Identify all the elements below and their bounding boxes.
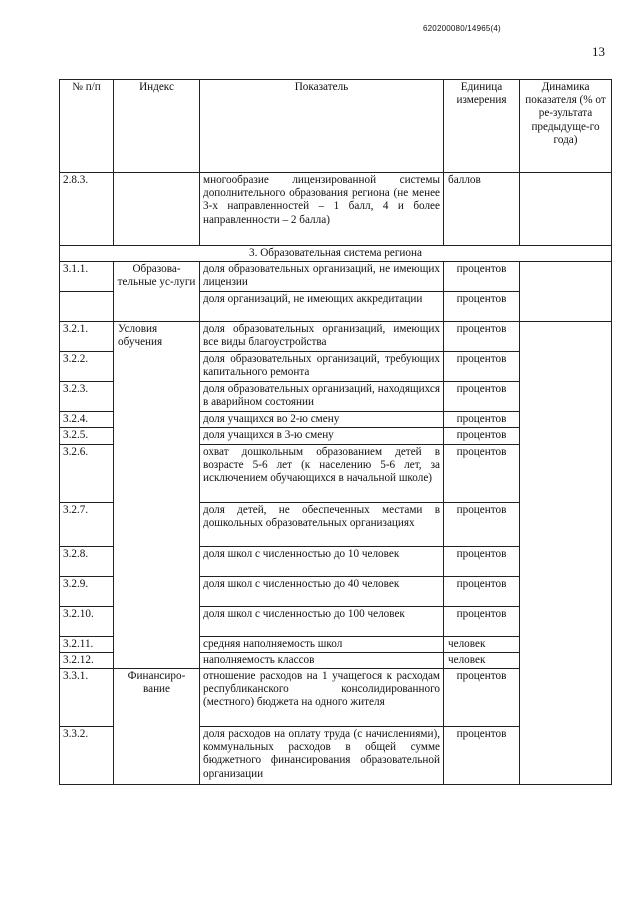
row-indicator: доля школ с численностью до 100 человек — [200, 606, 444, 636]
row-indicator: доля организаций, не имеющих аккредитации — [200, 292, 444, 322]
table-row — [60, 322, 612, 352]
row-indicator: отношение расходов на 1 учащегося к расходам республиканского консолидированного (местного) бюджета на одного жителя — [200, 669, 444, 727]
row-unit: процентов — [444, 669, 520, 727]
row-indicator: доля школ с численностью до 40 человек — [200, 576, 444, 606]
table-row — [60, 262, 612, 292]
row-unit: процентов — [444, 382, 520, 412]
row-num: 3.2.8. — [60, 546, 114, 576]
row-unit: человек — [444, 652, 520, 668]
table-row — [60, 173, 612, 246]
row-unit: человек — [444, 636, 520, 652]
group-index-services: Образова-тельные ус-луги — [114, 262, 200, 322]
row-indicator: доля школ с численностью до 10 человек — [200, 546, 444, 576]
row-num: 3.2.3. — [60, 382, 114, 412]
row-unit: процентов — [444, 444, 520, 502]
row-unit: процентов — [444, 352, 520, 382]
header-dynamics: Динамика показателя (% от ре-зультата предыдуще-го года) — [520, 80, 612, 173]
indicators-table — [59, 79, 612, 785]
header-num: № п/п — [60, 80, 114, 173]
table-header-row — [60, 80, 612, 173]
row-indicator: охват дошкольным образованием детей в возрасте 5-6 лет (к населению 5-6 лет, за исключением обучающихся в начальной школе) — [200, 444, 444, 502]
row-indicator: доля образовательных организаций, имеющих все виды благоустройства — [200, 322, 444, 352]
row-indicator: доля детей, не обеспеченных местами в дошкольных образовательных организациях — [200, 502, 444, 546]
row-unit: процентов — [444, 727, 520, 785]
group-index-finance: Финансиро-вание — [114, 669, 200, 785]
row-unit: баллов — [444, 173, 520, 246]
row-num: 3.2.12. — [60, 652, 114, 668]
row-num: 3.1.1. — [60, 262, 114, 292]
header-index: Индекс — [114, 80, 200, 173]
row-indicator: доля образовательных организаций, не имеющих лицензии — [200, 262, 444, 292]
row-unit: процентов — [444, 292, 520, 322]
row-indicator: доля учащихся во 2-ю смену — [200, 412, 444, 428]
row-num: 3.2.4. — [60, 412, 114, 428]
row-indicator: наполняемость классов — [200, 652, 444, 668]
row-num: 3.3.1. — [60, 669, 114, 727]
row-unit: процентов — [444, 322, 520, 352]
row-dynamics — [520, 262, 612, 322]
row-unit: процентов — [444, 502, 520, 546]
row-num: 3.2.1. — [60, 322, 114, 352]
row-indicator: многообразие лицензированной системы дополнительного образования региона (не менее 3-х направленностей – 1 балл, 4 и более направленности – 2 балла) — [200, 173, 444, 246]
row-indicator: доля образовательных организаций, находящихся в аварийном состоянии — [200, 382, 444, 412]
row-num: 3.2.6. — [60, 444, 114, 502]
row-num: 2.8.3. — [60, 173, 114, 246]
section-row — [60, 246, 612, 262]
row-unit: процентов — [444, 412, 520, 428]
row-dynamics — [520, 173, 612, 246]
row-indicator: средняя наполняемость школ — [200, 636, 444, 652]
row-num: 3.2.10. — [60, 606, 114, 636]
row-dynamics — [520, 322, 612, 785]
row-num: 3.2.5. — [60, 428, 114, 444]
row-unit: процентов — [444, 428, 520, 444]
row-num: 3.2.2. — [60, 352, 114, 382]
row-num: 3.2.9. — [60, 576, 114, 606]
header-unit: Единица измерения — [444, 80, 520, 173]
section-title: 3. Образовательная система региона — [60, 246, 612, 262]
header-indicator: Показатель — [200, 80, 444, 173]
row-index — [114, 173, 200, 246]
row-unit: процентов — [444, 606, 520, 636]
row-num — [60, 292, 114, 322]
row-unit: процентов — [444, 262, 520, 292]
row-num: 3.2.11. — [60, 636, 114, 652]
row-unit: процентов — [444, 546, 520, 576]
row-unit: процентов — [444, 576, 520, 606]
row-num: 3.2.7. — [60, 502, 114, 546]
row-indicator: доля расходов на оплату труда (с начислениями), коммунальных расходов в общей сумме бюджетного финансирования образовательной организации — [200, 727, 444, 785]
row-indicator: доля учащихся в 3-ю смену — [200, 428, 444, 444]
row-indicator: доля образовательных организаций, требующих капитального ремонта — [200, 352, 444, 382]
row-num: 3.3.2. — [60, 727, 114, 785]
page-number: 13 — [592, 44, 605, 59]
document-code: 620200080/14965(4) — [423, 24, 501, 33]
group-index-conditions: Условия обучения — [114, 322, 200, 669]
